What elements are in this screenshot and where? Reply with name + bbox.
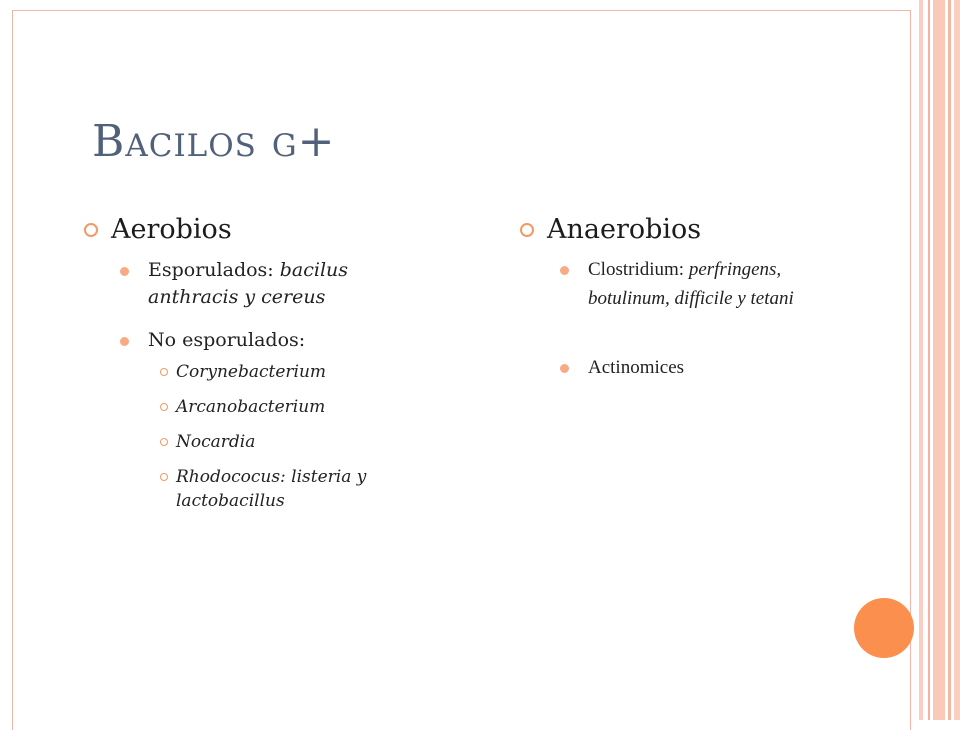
ring-bullet-icon [520, 223, 534, 237]
decorative-stripe [954, 0, 960, 720]
dot-bullet-icon [120, 267, 129, 276]
anaerobios-column [520, 214, 880, 382]
sub-item-text-cont: lactobacillus [176, 491, 285, 511]
ring-bullet-icon [160, 473, 168, 481]
decorative-stripe [919, 0, 923, 720]
sub-item [84, 360, 444, 384]
sub-item [84, 465, 444, 513]
accent-circle [854, 598, 914, 658]
dot-bullet-icon [560, 266, 569, 275]
decorative-stripe [933, 0, 945, 720]
sub-item [84, 430, 444, 454]
item-label: Esporulados: [148, 259, 280, 281]
item-label: Actinomices [588, 357, 685, 378]
anaerobios-heading [520, 214, 880, 245]
decorative-stripe [928, 0, 930, 720]
aerobios-heading-text: Aerobios [111, 214, 232, 245]
list-item-esporulados [84, 257, 444, 311]
item-detail: perfringens, [688, 259, 782, 280]
ring-bullet-icon [160, 403, 168, 411]
list-item-no-esporulados [84, 327, 444, 354]
anaerobios-heading-text: Anaerobios [547, 214, 702, 245]
sub-item-text: Arcanobacterium [176, 397, 326, 417]
list-item-actinomices [520, 353, 880, 382]
aerobios-column [84, 214, 444, 513]
ring-bullet-icon [160, 368, 168, 376]
sub-item-text: Rhodococus: listeria y [176, 467, 367, 487]
sub-item-text: Corynebacterium [176, 362, 327, 382]
dot-bullet-icon [560, 364, 569, 373]
item-detail: bacilus [279, 259, 349, 281]
sub-item-text: Nocardia [176, 432, 256, 452]
sub-item [84, 395, 444, 419]
slide-title: Bacilos g+ [92, 116, 336, 167]
aerobios-heading [84, 214, 444, 245]
list-item-clostridium [520, 255, 880, 313]
item-detail-cont: botulinum, difficile y tetani [588, 288, 794, 309]
item-label: Clostridium: [588, 259, 689, 280]
item-label: No esporulados: [148, 329, 306, 351]
decorative-stripe [948, 0, 951, 720]
ring-bullet-icon [84, 223, 98, 237]
dot-bullet-icon [120, 337, 129, 346]
item-detail-cont: anthracis y cereus [148, 286, 326, 308]
ring-bullet-icon [160, 438, 168, 446]
